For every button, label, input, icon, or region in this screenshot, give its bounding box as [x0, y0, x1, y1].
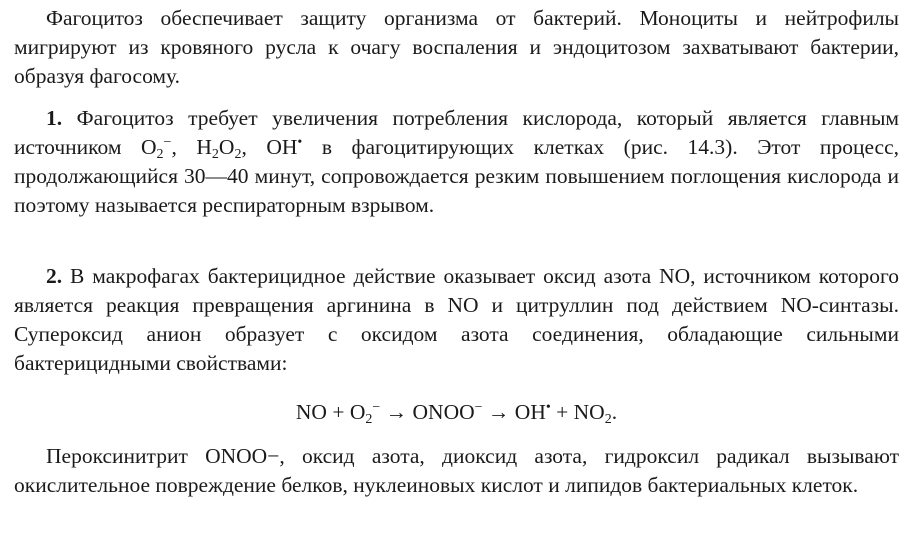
- text-segment: O: [218, 135, 235, 159]
- subscript: 2: [604, 412, 612, 427]
- superscript: •: [545, 400, 551, 415]
- subscript: 2: [234, 147, 242, 162]
- superscript: −: [163, 135, 172, 150]
- chemical-formula: [0, 398, 913, 427]
- text-segment: , OH: [241, 135, 298, 159]
- paragraph-nitric-oxide: [14, 262, 899, 378]
- text-segment: Фагоцитоз требует увеличения потребления кислорода, который является главным источником O: [14, 106, 899, 159]
- superscript: •: [297, 135, 303, 150]
- text-segment: , H: [171, 135, 212, 159]
- superscript: −: [372, 400, 381, 415]
- paragraph-respiratory-burst: [14, 104, 899, 220]
- subscript: 2: [211, 147, 219, 162]
- text-segment: В макрофагах бактерицидное действие оказывает оксид азота NO, источником которого является реакция превращения аргинина в NO и цитруллин под действием NO-синтазы. Супероксид анион образует с оксидом азота соединения, обладающие сильными бактерицидными свойствами:: [14, 264, 899, 375]
- formula-part: → ONOO: [380, 400, 475, 424]
- text-segment: в фагоцитирующих клетках (рис. 14.3). Этот процесс, продолжающийся 30—40 минут, сопровождается резким повышением поглощения кислорода и поэтому называется респираторным взрывом.: [14, 135, 899, 217]
- superscript: −: [474, 400, 483, 415]
- formula-part: .: [611, 400, 618, 424]
- subscript: 2: [365, 412, 373, 427]
- paragraph-phagocytosis-intro: Фагоцитоз обеспечивает защиту организма от бактерий. Моноциты и нейтрофилы мигрируют из кровяного русла к очагу воспаления и эндоцитозом захватывают бактерии, образуя фагосому.: [14, 6, 899, 88]
- subscript: 2: [156, 147, 164, 162]
- item-number-1: 1.: [46, 106, 63, 130]
- formula-part: → OH: [482, 400, 546, 424]
- item-number-2: 2.: [46, 264, 63, 288]
- paragraph-peroxynitrite: Пероксинитрит ONOO−, оксид азота, диоксид азота, гидроксил радикал вызывают окислительное повреждение белков, нуклеиновых кислот и липидов бактериальных клеток.: [14, 444, 899, 497]
- formula-part: + NO: [550, 400, 605, 424]
- formula-part: NO + O: [295, 400, 366, 424]
